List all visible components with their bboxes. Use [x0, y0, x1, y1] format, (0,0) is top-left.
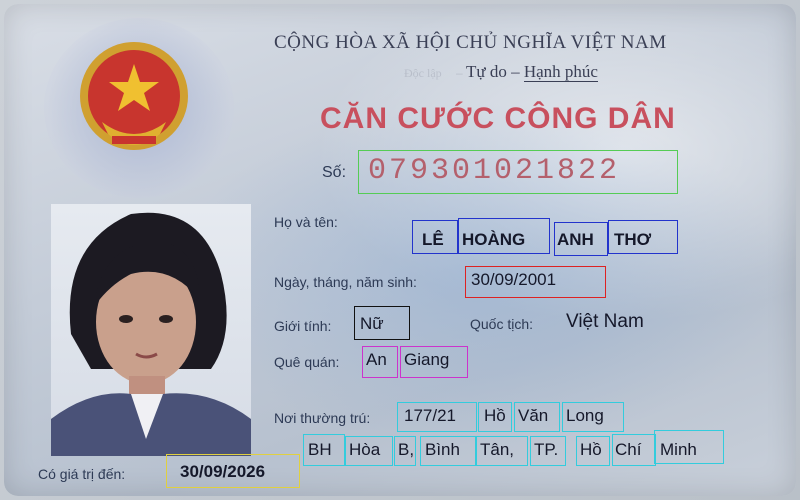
- residence-l1-w1: 177/21: [404, 406, 456, 425]
- residence-l1-w2-box: [478, 402, 512, 432]
- residence-l2-w2: Hòa: [349, 440, 381, 459]
- hometown-word-1: An: [366, 350, 387, 369]
- hometown-word-2: Giang: [404, 350, 450, 369]
- portrait-icon: [51, 204, 251, 456]
- national-emblem-icon: [74, 34, 194, 164]
- residence-l1-w1-box: [397, 402, 477, 432]
- sex-value: Nữ: [360, 314, 384, 333]
- dob-label: Ngày, tháng, năm sinh:: [274, 274, 417, 290]
- residence-l2-w8-box: [612, 434, 656, 466]
- name-word-1: LÊ: [422, 230, 444, 249]
- motto-separator: –: [511, 62, 520, 81]
- name-word-2-box: [458, 218, 550, 254]
- residence-l2-w1-box: [303, 434, 345, 466]
- residence-l2-w4-box: [420, 436, 476, 466]
- motto-happiness: Hạnh phúc: [523, 62, 598, 81]
- expiry-label: Có giá trị đến:: [38, 466, 126, 482]
- residence-l1-w2: Hồ: [484, 406, 506, 425]
- id-number-value: 079301021822: [368, 154, 621, 188]
- residence-l2-w3-box: [394, 436, 416, 466]
- residence-l2-w3: B,: [398, 440, 415, 459]
- residence-label: Nơi thường trú:: [274, 410, 371, 426]
- id-number-box: [358, 150, 678, 194]
- residence-l2-w9-box: [654, 430, 724, 464]
- residence-l2-w6-box: [530, 436, 566, 466]
- hometown-word-1-box: [362, 346, 398, 378]
- residence-l2-w4: Bình: [425, 440, 460, 459]
- portrait-photo: [51, 204, 251, 456]
- name-label: Họ và tên:: [274, 214, 338, 230]
- sex-label: Giới tính:: [274, 318, 332, 334]
- residence-l1-w3-box: [514, 402, 560, 432]
- name-word-3-box: [554, 222, 608, 256]
- hometown-label: Quê quán:: [274, 354, 340, 370]
- motto: [466, 62, 598, 82]
- residence-l1-w4: Long: [566, 406, 604, 425]
- id-card: [4, 4, 796, 496]
- nationality-value: Việt Nam: [566, 311, 644, 332]
- residence-l2-w5-box: [476, 436, 528, 466]
- name-word-4-box: [608, 220, 678, 254]
- id-number-label: Số:: [322, 164, 347, 181]
- sex-box: [354, 306, 410, 340]
- motto-independence: Độc lập: [404, 66, 442, 80]
- motto-freedom: Tự do: [466, 62, 507, 81]
- residence-l2-w6: TP.: [534, 440, 559, 459]
- expiry-value: 30/09/2026: [180, 462, 266, 481]
- residence-l2-w7-box: [576, 436, 610, 466]
- dob-box: [465, 266, 606, 298]
- residence-l2-w5: Tân,: [480, 440, 515, 459]
- residence-l1-w4-box: [562, 402, 624, 432]
- card-title: CĂN CƯỚC CÔNG DÂN: [320, 102, 676, 135]
- motto-separator-1: –: [456, 66, 463, 80]
- name-word-3: ANH: [557, 230, 594, 249]
- expiry-box: [166, 454, 300, 488]
- country-heading: CỘNG HÒA XÃ HỘI CHỦ NGHĨA VIỆT NAM: [274, 32, 667, 53]
- name-word-2: HOÀNG: [462, 230, 526, 249]
- name-word-4: THƠ: [614, 230, 652, 249]
- hometown-word-2-box: [400, 346, 468, 378]
- residence-l2-w1: BH: [308, 440, 332, 459]
- residence-l2-w9: Minh: [660, 440, 697, 459]
- name-word-1-box: [412, 220, 458, 254]
- nationality-label: Quốc tịch:: [470, 316, 534, 332]
- residence-l2-w8: Chí: [615, 440, 642, 459]
- dob-value: 30/09/2001: [471, 270, 557, 289]
- residence-l2-w7: Hồ: [580, 440, 602, 459]
- residence-l2-w2-box: [345, 436, 393, 466]
- residence-l1-w3: Văn: [518, 406, 549, 425]
